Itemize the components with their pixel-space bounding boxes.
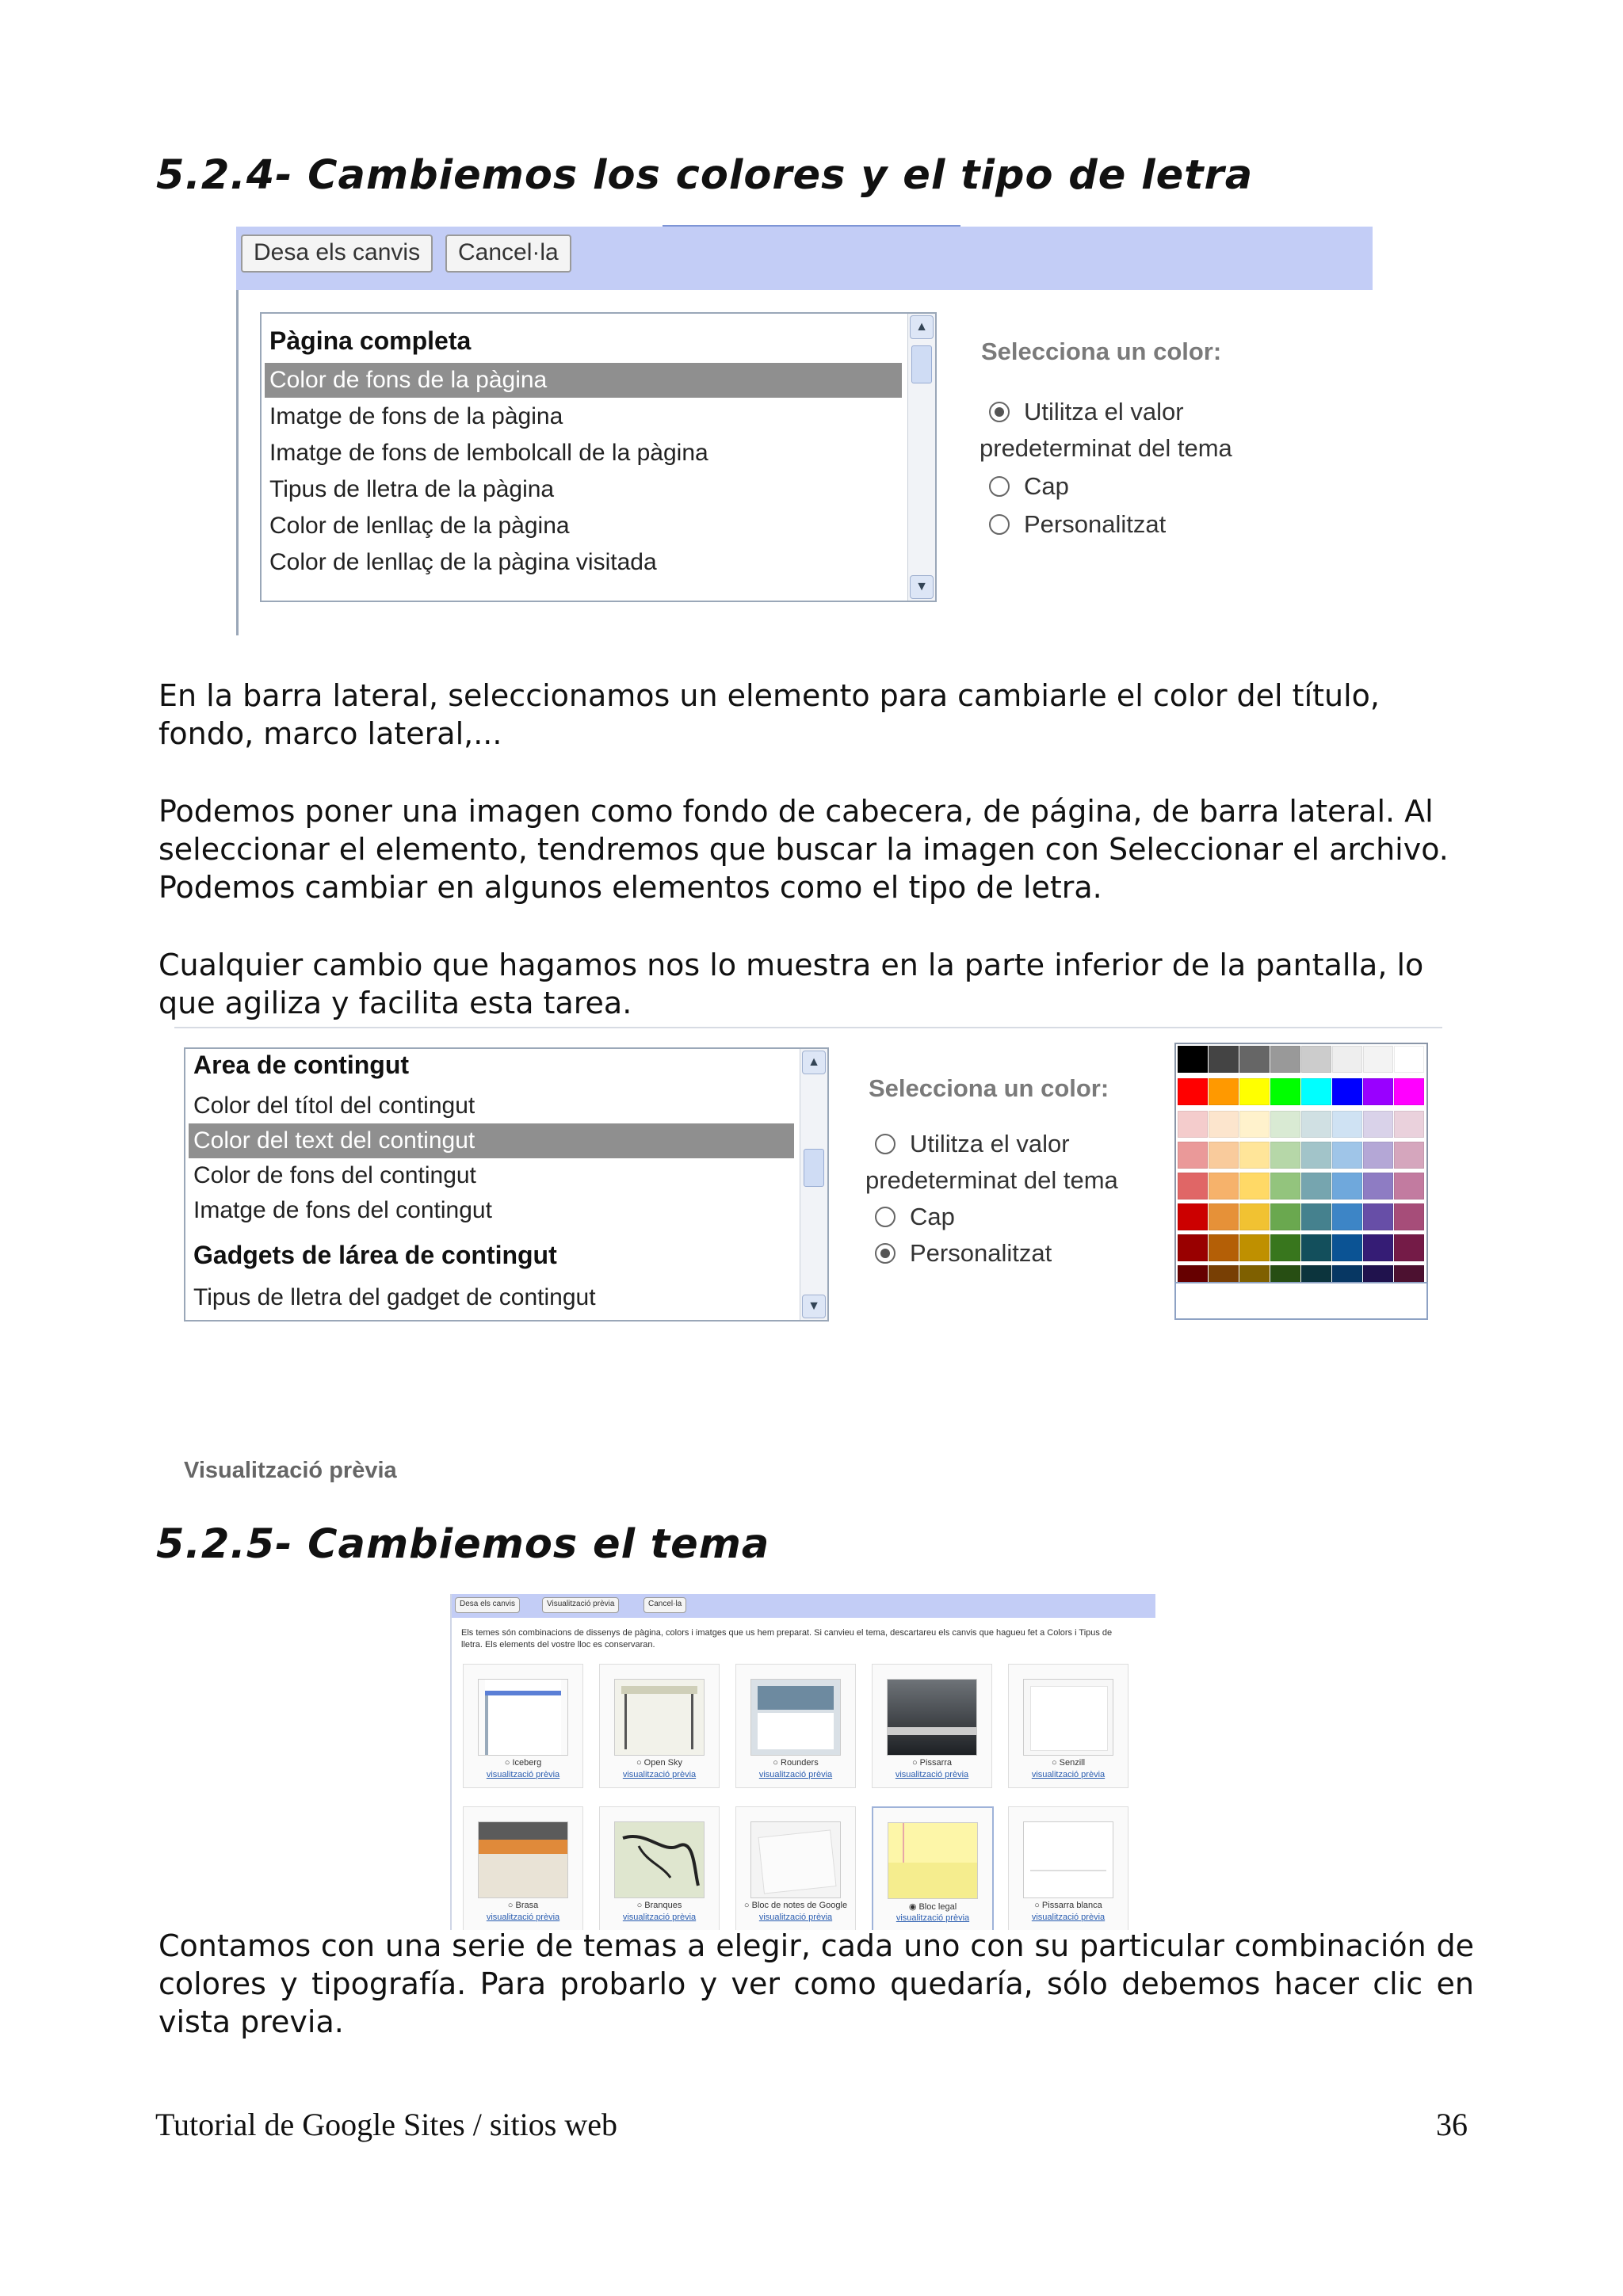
radio-custom[interactable] [989, 510, 1166, 539]
left-border [236, 290, 239, 635]
list-header-2: Gadgets de lárea de contingut [193, 1241, 557, 1269]
theme-description: Els temes són combinacions de dissenys de pàgina, colors i imatges que us hem preparat. Si canvieu el tema, descartareu els canvis que hagueu fet a Colors i Tipus de lletra. Els elements del vostre lloc es conservaran. [461, 1628, 1113, 1650]
radio-label-continued: predeterminat del tema [865, 1166, 1118, 1194]
radio-icon[interactable] [989, 514, 1010, 535]
theme-thumbnail [614, 1821, 705, 1898]
toolbar [236, 227, 1373, 290]
theme-preview-link[interactable]: visualització prèvia [896, 1913, 970, 1923]
scroll-down-icon[interactable]: ▼ [802, 1295, 826, 1318]
color-swatch[interactable] [1332, 1142, 1362, 1169]
theme-preview-link[interactable]: visualització prèvia [1031, 1770, 1106, 1779]
color-swatch[interactable] [1209, 1203, 1239, 1230]
color-swatch[interactable] [1363, 1203, 1393, 1230]
color-swatch[interactable] [1178, 1203, 1208, 1230]
color-swatch[interactable] [1363, 1234, 1393, 1261]
color-swatch[interactable] [1270, 1203, 1300, 1230]
color-swatch[interactable] [1301, 1078, 1331, 1105]
theme-name[interactable]: ○ Senzill [1051, 1758, 1086, 1768]
theme-preview-link[interactable]: visualització prèvia [1031, 1913, 1106, 1922]
color-swatch[interactable] [1178, 1173, 1208, 1199]
color-swatch[interactable] [1332, 1173, 1362, 1199]
scrollbar[interactable] [907, 314, 935, 601]
color-swatch[interactable] [1178, 1111, 1208, 1138]
color-swatch[interactable] [1332, 1046, 1362, 1073]
theme-name[interactable]: ○ Iceberg [504, 1758, 542, 1768]
theme-thumbnail [750, 1679, 841, 1756]
list-item[interactable]: Imatge de fons de la pàgina [269, 403, 563, 429]
list-header: Area de contingut [193, 1051, 410, 1079]
color-swatch[interactable] [1301, 1142, 1331, 1169]
save-button[interactable]: Desa els canvis [455, 1597, 520, 1613]
color-swatch[interactable] [1301, 1111, 1331, 1138]
color-editor-screenshot-2 [174, 1027, 1442, 1502]
preview-label: Visualització prèvia [184, 1458, 397, 1483]
color-swatch[interactable] [1239, 1173, 1270, 1199]
scroll-up-icon[interactable]: ▲ [910, 315, 934, 339]
theme-name[interactable]: ◉ Bloc legal [908, 1902, 957, 1912]
color-swatch[interactable] [1301, 1203, 1331, 1230]
theme-option[interactable] [463, 1664, 583, 1788]
list-item[interactable]: Color del text del contingut [189, 1123, 794, 1158]
radio-label: Cap [910, 1203, 955, 1230]
color-swatch[interactable] [1332, 1111, 1362, 1138]
theme-thumbnail [478, 1679, 568, 1756]
theme-preview-link[interactable]: visualització prèvia [486, 1913, 560, 1922]
cancel-button[interactable]: Cancel·la [643, 1597, 686, 1613]
color-swatch[interactable] [1270, 1142, 1300, 1169]
color-swatch[interactable] [1209, 1078, 1239, 1105]
theme-thumbnail [614, 1679, 705, 1756]
theme-preview-link[interactable]: visualització prèvia [622, 1770, 697, 1779]
color-swatch[interactable] [1363, 1142, 1393, 1169]
theme-option[interactable] [872, 1664, 992, 1788]
theme-preview-link[interactable]: visualització prèvia [486, 1770, 560, 1779]
color-swatch[interactable] [1301, 1173, 1331, 1199]
radio-icon[interactable] [989, 476, 1010, 497]
color-swatch[interactable] [1270, 1234, 1300, 1261]
theme-name[interactable]: ○ Pissarra blanca [1034, 1901, 1102, 1910]
theme-thumbnail [888, 1822, 978, 1899]
theme-chooser-screenshot [450, 1594, 1155, 1930]
theme-name[interactable]: ○ Rounders [773, 1758, 819, 1768]
color-swatch[interactable] [1209, 1142, 1239, 1169]
color-swatch[interactable] [1178, 1078, 1208, 1105]
theme-name[interactable]: ○ Branques [636, 1901, 682, 1910]
color-swatch[interactable] [1394, 1078, 1424, 1105]
list-item[interactable]: Tipus de lletra del gadget de contingut [193, 1284, 596, 1310]
color-swatch[interactable] [1394, 1203, 1424, 1230]
color-swatch[interactable] [1178, 1046, 1208, 1073]
section-heading: 5.2.5- Cambiemos el tema [156, 1521, 770, 1568]
color-panel-title: Selecciona un color: [981, 338, 1222, 365]
color-swatch[interactable] [1270, 1078, 1300, 1105]
radio-label: Cap [1024, 472, 1069, 500]
theme-thumbnail [1023, 1679, 1113, 1756]
section-heading: 5.2.4- Cambiemos los colores y el tipo de letra [156, 152, 1254, 199]
theme-thumbnail [750, 1821, 841, 1898]
list-item[interactable]: Color de fons de la pàgina [265, 363, 902, 398]
list-item[interactable]: Color del títol del contingut [193, 1093, 475, 1119]
theme-preview-link[interactable]: visualització prèvia [895, 1770, 969, 1779]
radio-icon[interactable] [875, 1134, 896, 1154]
theme-preview-link[interactable]: visualització prèvia [758, 1913, 833, 1922]
element-list[interactable] [184, 1047, 829, 1322]
list-item[interactable]: Imatge de fons de lembolcall de la pàgina [269, 440, 708, 466]
top-divider [174, 1027, 1442, 1028]
color-swatch[interactable] [1178, 1234, 1208, 1261]
color-swatch[interactable] [1394, 1173, 1424, 1199]
list-item[interactable]: Color de lenllaç de la pàgina visitada [269, 549, 657, 575]
color-swatch[interactable] [1394, 1142, 1424, 1169]
color-editor-screenshot-1 [236, 225, 1373, 635]
radio-custom[interactable] [875, 1239, 1052, 1268]
color-swatch[interactable] [1239, 1078, 1270, 1105]
list-header: Pàgina completa [269, 326, 472, 355]
color-swatch[interactable] [1332, 1203, 1362, 1230]
color-swatch[interactable] [1239, 1203, 1270, 1230]
theme-option[interactable] [735, 1806, 856, 1930]
color-swatch[interactable] [1363, 1046, 1393, 1073]
theme-name[interactable]: ○ Bloc de notes de Google [743, 1901, 848, 1910]
color-swatch[interactable] [1239, 1046, 1270, 1073]
color-swatch[interactable] [1332, 1234, 1362, 1261]
color-swatch[interactable] [1270, 1046, 1300, 1073]
color-swatch[interactable] [1178, 1142, 1208, 1169]
scroll-thumb[interactable] [804, 1149, 824, 1187]
theme-option[interactable] [735, 1664, 856, 1788]
theme-option[interactable] [1008, 1664, 1128, 1788]
theme-name[interactable]: ○ Open Sky [636, 1758, 682, 1768]
theme-option[interactable] [872, 1806, 994, 1930]
color-swatch[interactable] [1239, 1111, 1270, 1138]
color-swatch[interactable] [1209, 1234, 1239, 1261]
color-swatch[interactable] [1394, 1046, 1424, 1073]
color-swatch[interactable] [1270, 1111, 1300, 1138]
theme-option[interactable] [599, 1664, 720, 1788]
color-swatch[interactable] [1239, 1234, 1270, 1261]
theme-option[interactable] [599, 1806, 720, 1930]
radio-label: Utilitza el valor [1024, 398, 1184, 425]
list-item[interactable]: Color de lenllaç de la pàgina [269, 513, 570, 539]
scroll-thumb[interactable] [911, 345, 932, 383]
theme-preview-link[interactable]: visualització prèvia [622, 1913, 697, 1922]
scroll-up-icon[interactable]: ▲ [802, 1051, 826, 1074]
color-swatch[interactable] [1270, 1173, 1300, 1199]
color-swatch[interactable] [1394, 1234, 1424, 1261]
color-swatch[interactable] [1363, 1078, 1393, 1105]
theme-option[interactable] [463, 1806, 583, 1930]
page-number: 36 [1436, 2107, 1468, 2142]
color-swatch[interactable] [1332, 1078, 1362, 1105]
color-swatch[interactable] [1394, 1111, 1424, 1138]
color-palette [1174, 1043, 1428, 1296]
theme-option[interactable] [1008, 1806, 1128, 1930]
color-swatch[interactable] [1209, 1173, 1239, 1199]
radio-selected-icon[interactable] [989, 402, 1010, 422]
element-list[interactable] [260, 312, 937, 602]
paragraph-1: En la barra lateral, seleccionamos un elemento para cambiarle el color del título, fondo, marco lateral,... [158, 678, 1381, 751]
color-swatch[interactable] [1301, 1046, 1331, 1073]
radio-default[interactable] [989, 398, 1184, 426]
cancel-button[interactable]: Cancel·la [445, 235, 571, 273]
radio-label: Personalitzat [1024, 510, 1167, 538]
color-panel-title: Selecciona un color: [869, 1074, 1109, 1102]
radio-default[interactable] [875, 1130, 1070, 1158]
radio-selected-icon[interactable] [875, 1243, 896, 1264]
theme-preview-link[interactable]: visualització prèvia [758, 1770, 833, 1779]
color-swatch[interactable] [1239, 1142, 1270, 1169]
theme-thumbnail [1023, 1821, 1113, 1898]
scroll-down-icon[interactable]: ▼ [910, 575, 934, 599]
paragraph-3: Cualquier cambio que hagamos nos lo muestra en la parte inferior de la pantalla, lo que agiliza y facilita esta tarea. [158, 948, 1424, 1020]
paragraph-2: Podemos poner una imagen como fondo de cabecera, de página, de barra lateral. Al seleccionar el elemento, tendremos que buscar la imagen con Seleccionar el archivo. Podemos cambiar en algunos elementos como el tipo de letra. [158, 794, 1449, 905]
paragraph-4: Contamos con una serie de temas a elegir, cada uno con su particular combinación de colores y tipografía. Para probarlo y ver como quedaría, sólo debemos hacer clic en vista previa. [158, 1928, 1474, 2039]
scrollbar[interactable] [800, 1049, 827, 1320]
toolbar [452, 1594, 1155, 1618]
preview-button[interactable]: Visualització prèvia [542, 1597, 619, 1613]
color-swatch[interactable] [1363, 1173, 1393, 1199]
custom-color-input[interactable] [1174, 1282, 1428, 1320]
list-item[interactable]: Color de fons del contingut [193, 1162, 476, 1188]
theme-thumbnail [478, 1821, 568, 1898]
radio-none[interactable] [875, 1203, 955, 1231]
color-swatch[interactable] [1209, 1046, 1239, 1073]
list-item[interactable]: Tipus de lletra de la pàgina [269, 476, 555, 502]
radio-label: Personalitzat [910, 1239, 1052, 1267]
theme-name[interactable]: ○ Pissarra [911, 1758, 953, 1768]
color-swatch[interactable] [1301, 1234, 1331, 1261]
radio-icon[interactable] [875, 1207, 896, 1227]
radio-label: Utilitza el valor [910, 1130, 1070, 1158]
theme-name[interactable]: ○ Brasa [507, 1901, 539, 1910]
save-button[interactable]: Desa els canvis [241, 235, 433, 273]
radio-none[interactable] [989, 472, 1069, 501]
theme-thumbnail [887, 1679, 977, 1756]
color-swatch[interactable] [1209, 1111, 1239, 1138]
footer-title: Tutorial de Google Sites / sitios web [155, 2107, 617, 2142]
list-item[interactable]: Imatge de fons del contingut [193, 1197, 492, 1223]
color-swatch[interactable] [1363, 1111, 1393, 1138]
radio-label-continued: predeterminat del tema [980, 434, 1232, 462]
